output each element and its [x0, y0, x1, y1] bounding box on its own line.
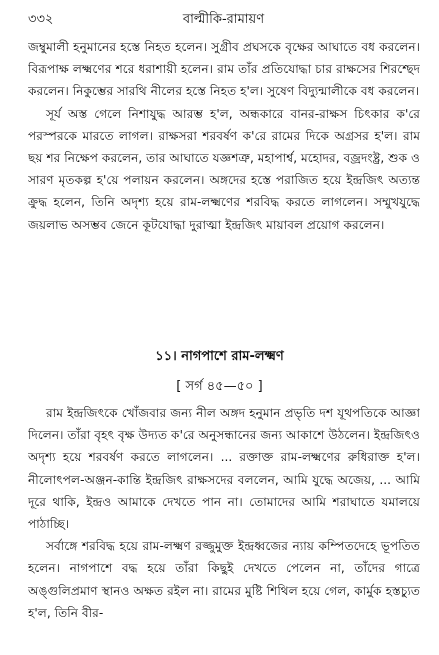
- body-text-top: [28, 36, 420, 316]
- paragraph: সর্বাঙ্গে শরবিদ্ধ হয়ে রাম-লক্ষ্মণ রজ্জুমুক্ত ইন্দ্রধ্বজের ন্যায় কম্পিতদেহে ভূপতিত হলেন। নাগপাশে বদ্ধ হয়ে তাঁরা কিছুই দেখতে পেলেন না, তাঁদের গাত্রে অঙ্গুলিপ্রমাণ স্থানও অক্ষত রইল না। রামের মুষ্টি শিথিল হয়ে গেল, কার্মুক হস্তচ্যুত হ'ল, তিনি বীর-: [28, 539, 420, 620]
- paragraph: জম্বুমালী হনুমানের হস্তে নিহত হলেন। সুগ্রীব প্রঘসকে বৃক্ষের আঘাতে বধ করলেন। বিরূপাক্ষ লক্ষ্মণের শরে ধরাশায়ী হলেন। রাম তাঁর প্রতিযোদ্ধা চার রাক্ষসের শিরশ্ছেদ করলেন। নিকুম্ভের সারথি নীলের হস্তে নিহত হ'ল। সুষেণ বিদ্যুন্মালীকে বধ করলেন।: [28, 40, 420, 99]
- page-header: [28, 10, 419, 30]
- section-heading: ১১। নাগপাশে রাম-লক্ষ্মণ: [155, 349, 284, 364]
- body-text-bottom: [28, 402, 420, 652]
- paragraph: সূর্য অস্ত গেলে নিশাযুদ্ধ আরম্ভ হ'ল, অন্ধকারে বানর-রাক্ষস চিৎকার ক'রে পরস্পরকে মারতে লাগল। রাক্ষসরা শরবর্ষণ ক'রে রামের দিকে অগ্রসর হ'ল। রাম ছয় শর নিক্ষেপ করলেন, তার আঘাতে যজ্ঞশত্রু, মহাপার্শ্ব, মহোদর, বজ্রদংষ্ট্র, শুক ও সারণ মৃতকল্প হ'য়ে পলায়ন করলেন। অঙ্গদের হস্তে পরাজিত হয়ে ইন্দ্রজিৎ অত্যন্ত ক্রুদ্ধ হলেন, তিনি অদৃশ্য হয়ে রাম-লক্ষ্মণের শরবিদ্ধ করতে লাগলেন। সম্মুখযুদ্ধে জয়লাভ অসম্ভব জেনে কূটযোদ্ধা দুরাত্মা ইন্দ্রজিৎ মায়াবল প্রয়োগ করলেন।: [28, 106, 420, 232]
- page-number: ৩৩২: [28, 12, 54, 27]
- running-title: বাল্মীকি-রামায়ণ: [182, 12, 265, 27]
- paragraph: রাম ইন্দ্রজিৎকে খোঁজবার জন্য নীল অঙ্গদ হনুমান প্রভৃতি দশ যূথপতিকে আজ্ঞা দিলেন। তাঁরা বৃহৎ বৃক্ষ উদ্যত ক'রে অনুসন্ধানের জন্য আকাশে উঠলেন। ইন্দ্রজিৎও অদৃশ্য হয়ে শরবর্ষণ করতে লাগলেন। ... রক্তাক্ত রাম-লক্ষ্মণের রুধিরাক্ত হ'ল। নীলোৎপল-অঞ্জন-কান্তি ইন্দ্রজিৎ রাক্ষসদের বললেন, আমি যুদ্ধে অজেয়, ... আমি দূরে থাকি, ইন্দ্রও আমাকে দেখতে পান না। তোমাদের আমি শরাঘাতে যমালয়ে পাঠাচ্ছি।: [28, 406, 420, 532]
- sarga-range: [ সর্গ ৪৫—৫০ ]: [176, 379, 263, 394]
